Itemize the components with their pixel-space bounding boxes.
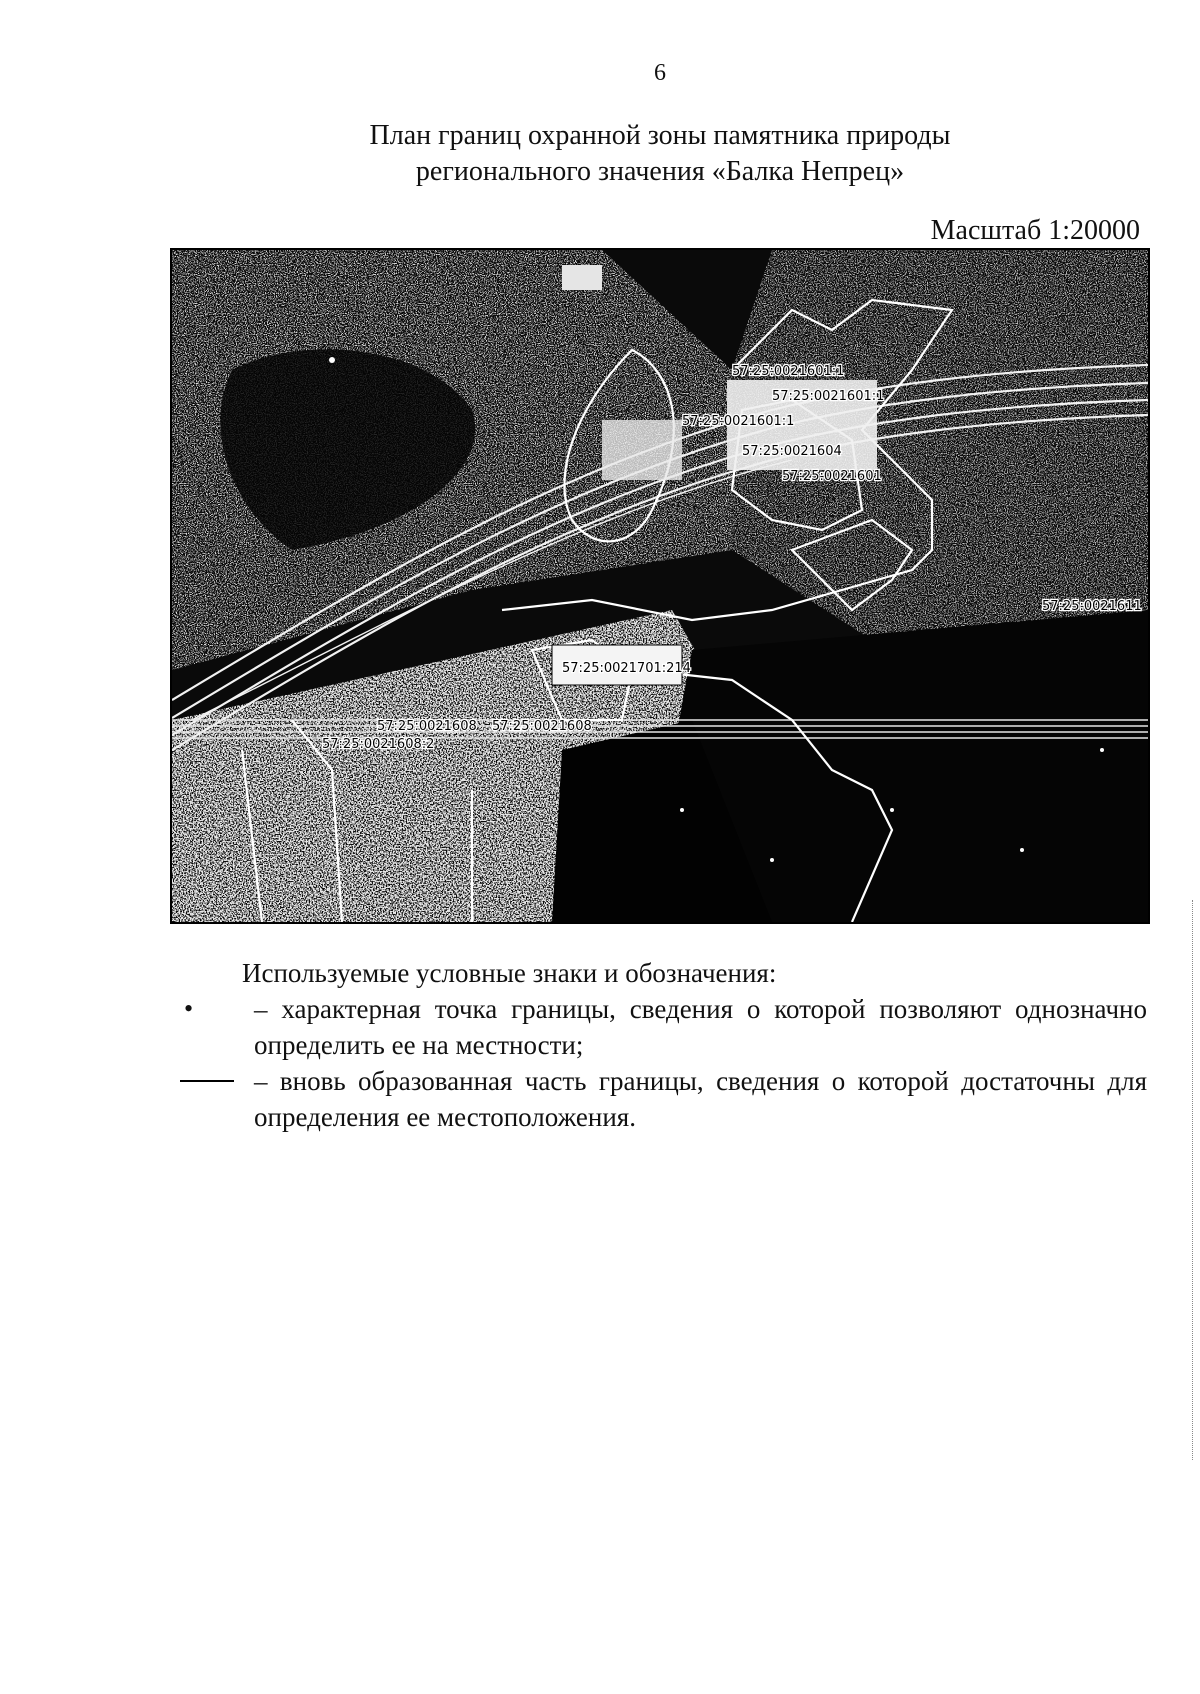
title-line-1: План границ охранной зоны памятника природы [369,120,951,151]
map-image [170,248,1150,924]
map-label-3: 57:25:0021601:1 [682,414,795,429]
map-svg [172,250,1148,922]
legend-item-point-text: – характерная точка границы, сведения о которой позволяют однозначно определить ее на местности; [254,994,1147,1060]
point-symbol-icon: • [184,994,194,1023]
map-label-8: 57:25:0021608:2 [322,737,435,752]
map-label-4: 57:25:0021604 [742,444,842,459]
map-label-2: 57:25:0021601:1 [772,389,885,404]
building-top [562,265,602,290]
legend-item-point [172,991,1147,1063]
map-label-9: 57:25:0021611 [1042,599,1142,614]
margin-dotted-rule [1192,900,1194,1460]
scale-label: Масштаб 1:20000 [930,215,1140,246]
page-title [300,118,1020,190]
title-line-2: регионального значения «Балка Непрец» [415,156,905,187]
map-label-1: 57:25:0021601:1 [732,364,845,379]
building-complex-2 [602,420,682,480]
legend [172,955,1147,1135]
legend-item-boundary [172,1063,1147,1135]
map-label-5: 57:25:0021701:214 [562,661,691,676]
map-label-7: 57:25:0021608 [492,719,592,734]
map-label-10: 57:25:0021601 [782,469,882,484]
line-symbol-icon [180,1080,234,1082]
legend-heading: Используемые условные знаки и обозначения: [242,958,777,988]
map-label-6: 57:25:0021608 [377,719,477,734]
legend-item-boundary-text: – вновь образованная часть границы, сведения о которой достаточны для определения ее местоположения. [254,1066,1147,1132]
page-number: 6 [654,60,666,86]
